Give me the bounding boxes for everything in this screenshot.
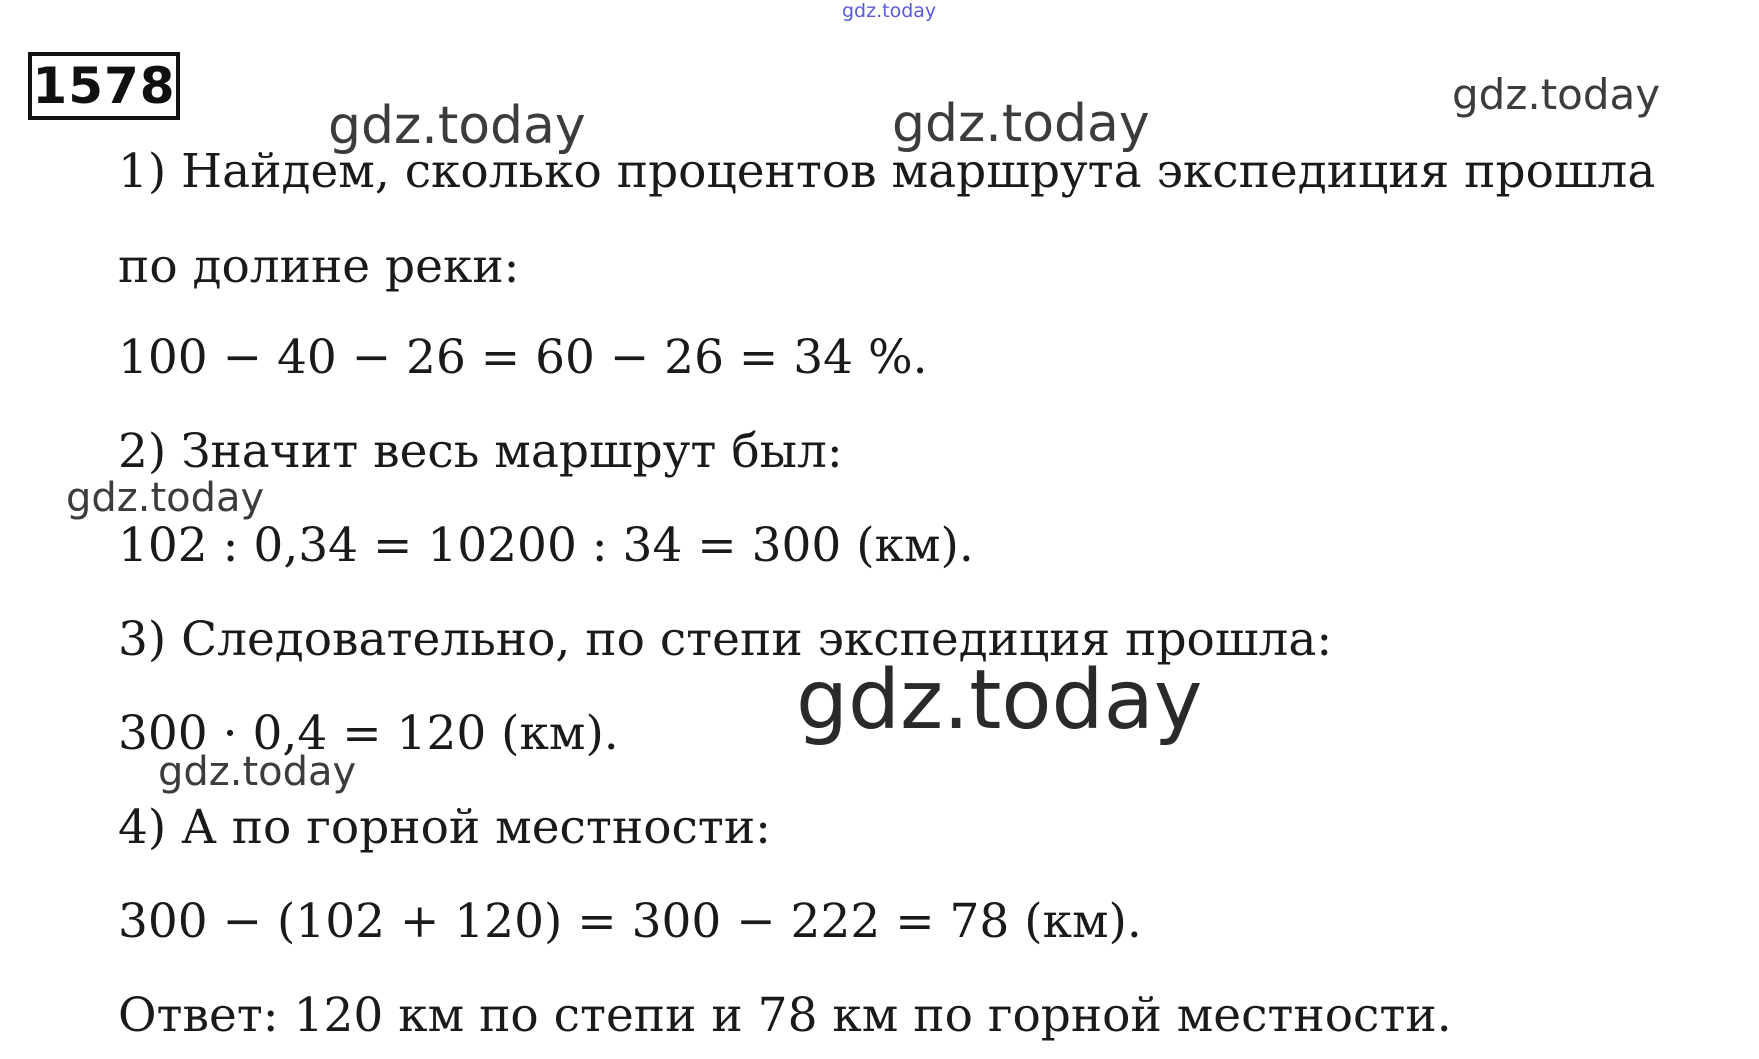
solution-step-4-text: 4) А по горной местности: <box>118 800 771 855</box>
problem-number-box: 1578 <box>28 52 180 120</box>
watermark-top: gdz.today <box>842 0 937 22</box>
solution-step-4-equation: 300 − (102 + 120) = 300 − 222 = 78 (км). <box>118 894 1142 949</box>
watermark: gdz.today <box>158 749 357 795</box>
solution-step-1-text: 1) Найдем, сколько процентов маршрута экспедиция прошла <box>118 144 1656 199</box>
solution-step-3-equation: 300 · 0,4 = 120 (км). <box>118 706 619 761</box>
watermark: gdz.today <box>66 475 265 521</box>
watermark: gdz.today <box>892 94 1150 154</box>
watermark: gdz.today <box>1452 70 1661 119</box>
answer-line: Ответ: 120 км по степи и 78 км по горной местности. <box>118 988 1452 1043</box>
solution-step-1-continuation: по долине реки: <box>118 239 520 294</box>
solution-step-1-equation: 100 − 40 − 26 = 60 − 26 = 34 %. <box>118 330 928 385</box>
solution-step-3-text: 3) Следовательно, по степи экспедиция прошла: <box>118 612 1333 667</box>
solution-step-2-text: 2) Значит весь маршрут был: <box>118 424 843 479</box>
watermark: gdz.today <box>328 96 586 156</box>
solution-step-2-equation: 102 : 0,34 = 10200 : 34 = 300 (км). <box>118 518 974 573</box>
watermark-large: gdz.today <box>796 653 1203 748</box>
